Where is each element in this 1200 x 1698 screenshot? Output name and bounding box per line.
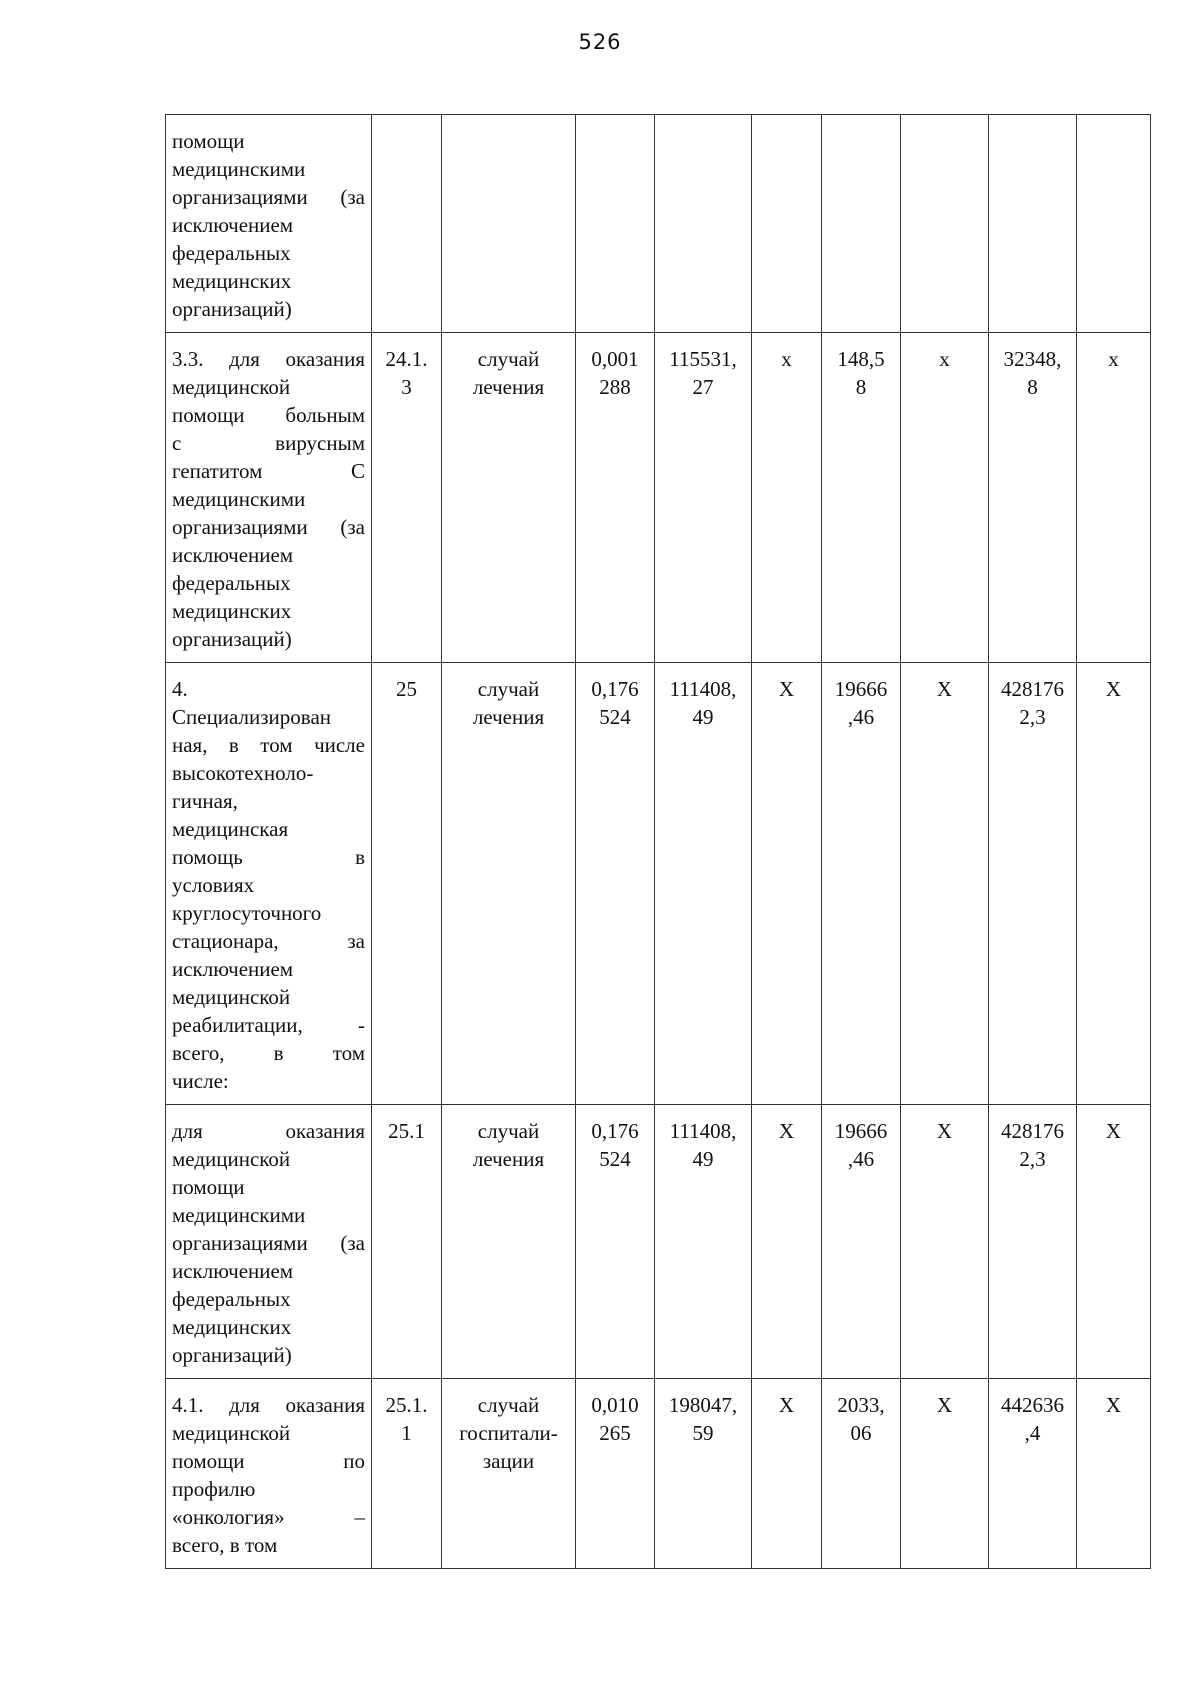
cell-text-line: 265: [599, 1421, 631, 1445]
cell-text-line: медицинскими: [172, 157, 306, 181]
cell-text-line: организациями (за: [172, 515, 365, 539]
cell-text-line: X: [1105, 677, 1122, 701]
row-col6-cell: [752, 1379, 822, 1569]
cell-text-line: организаций): [172, 297, 292, 321]
row-norm-cell: [576, 333, 655, 663]
cell-text-line: медицинской: [172, 985, 291, 1009]
cell-text-line: высокотехноло-: [172, 761, 314, 785]
cell-text-line: с вирусным: [172, 431, 365, 455]
cell-text-line: 19666: [834, 1119, 888, 1143]
cell-text-line: 8: [1027, 375, 1038, 399]
table-row: [166, 663, 1151, 1105]
row-cost-cell: [655, 115, 752, 333]
cell-text-line: 524: [599, 705, 631, 729]
cell-text-line: ная, в том числе: [172, 733, 365, 757]
cell-text-line: медицинскими: [172, 1203, 306, 1227]
cell-text-line: 27: [692, 375, 714, 399]
row-col8-cell: [901, 663, 989, 1105]
cell-text-line: 2033,: [837, 1393, 885, 1417]
row-unit-cell: [442, 333, 576, 663]
row-code-cell: [372, 333, 442, 663]
cell-text-line: гичная,: [172, 789, 238, 813]
cell-text-line: всего, в том: [172, 1041, 365, 1065]
cell-text-line: 111408,: [669, 677, 737, 701]
cell-text-line: организаций): [172, 1343, 292, 1367]
row-col8-cell: [901, 1105, 989, 1379]
cell-text-line: числе:: [172, 1069, 229, 1093]
cell-text-line: 0,010: [591, 1393, 639, 1417]
row-col9-cell: [989, 1379, 1077, 1569]
table-row: [166, 1105, 1151, 1379]
data-table: [165, 114, 1151, 1569]
cell-text-line: 4.: [172, 677, 188, 701]
cell-text-line: 8: [855, 375, 867, 399]
cell-text-line: 2,3: [1019, 1147, 1046, 1171]
table-row: [166, 1379, 1151, 1569]
page-number: 526: [578, 30, 622, 54]
row-name-cell: [166, 1105, 372, 1379]
row-cost-cell: [655, 1105, 752, 1379]
cell-text-line: медицинскими: [172, 487, 306, 511]
cell-text-line: 524: [599, 1147, 631, 1171]
row-col9-cell: [989, 333, 1077, 663]
row-col10-cell: [1077, 115, 1151, 333]
cell-text-line: 1: [401, 1421, 412, 1445]
row-norm-cell: [576, 115, 655, 333]
row-code-cell: [372, 663, 442, 1105]
cell-text-line: федеральных: [172, 571, 291, 595]
row-col7-cell: [822, 1105, 901, 1379]
row-col10-cell: [1077, 663, 1151, 1105]
cell-text-line: 3: [401, 375, 412, 399]
cell-text-line: х: [781, 347, 792, 371]
table-body: [166, 115, 1151, 1569]
row-unit-cell: [442, 663, 576, 1105]
cell-text-line: X: [1105, 1393, 1122, 1417]
cell-text-line: реабилитации, -: [172, 1013, 365, 1037]
row-col10-cell: [1077, 333, 1151, 663]
row-name-cell: [166, 115, 372, 333]
row-col9-cell: [989, 115, 1077, 333]
cell-text-line: х: [939, 347, 950, 371]
row-norm-cell: [576, 663, 655, 1105]
row-cost-cell: [655, 1379, 752, 1569]
cell-text-line: X: [936, 677, 953, 701]
cell-text-line: помощи: [172, 129, 245, 153]
cell-text-line: 0,001: [591, 347, 639, 371]
cell-text-line: медицинских: [172, 269, 292, 293]
row-col10-cell: [1077, 1105, 1151, 1379]
cell-text-line: медицинских: [172, 599, 292, 623]
cell-text-line: 111408,: [669, 1119, 737, 1143]
row-cost-cell: [655, 663, 752, 1105]
cell-text-line: лечения: [472, 375, 545, 399]
cell-text-line: 428176: [1001, 1119, 1064, 1143]
cell-text-line: зации: [482, 1449, 535, 1473]
cell-text-line: X: [1105, 1119, 1122, 1143]
cell-text-line: исключением: [172, 213, 294, 237]
table-row: [166, 115, 1151, 333]
cell-text-line: 3.3. для оказания: [172, 347, 365, 371]
cell-text-line: круглосуточного: [172, 901, 322, 925]
cell-text-line: 442636: [1001, 1393, 1064, 1417]
row-code-cell: [372, 115, 442, 333]
cell-text-line: помощи: [172, 1175, 245, 1199]
cell-text-line: X: [778, 677, 795, 701]
cell-text-line: медицинской: [172, 375, 291, 399]
row-norm-cell: [576, 1105, 655, 1379]
cell-text-line: 428176: [1001, 677, 1064, 701]
cell-text-line: федеральных: [172, 241, 291, 265]
row-unit-cell: [442, 1105, 576, 1379]
cell-text-line: помощи больным: [172, 403, 365, 427]
cell-text-line: лечения: [472, 705, 545, 729]
cell-text-line: ,4: [1024, 1421, 1041, 1445]
cell-text-line: организациями (за: [172, 185, 365, 209]
cell-text-line: 25.1: [388, 1119, 425, 1143]
cell-text-line: X: [778, 1393, 795, 1417]
cell-text-line: случай: [477, 677, 540, 701]
cell-text-line: исключением: [172, 543, 294, 567]
cell-text-line: медицинских: [172, 1315, 292, 1339]
row-code-cell: [372, 1379, 442, 1569]
cell-text-line: 0,176: [591, 1119, 639, 1143]
cell-text-line: 0,176: [591, 677, 639, 701]
row-code-cell: [372, 1105, 442, 1379]
cell-text-line: 115531,: [669, 347, 737, 371]
cell-text-line: случай: [477, 347, 540, 371]
cell-text-line: 25: [396, 677, 417, 701]
cell-text-line: 49: [692, 705, 714, 729]
cell-text-line: 198047,: [668, 1393, 738, 1417]
cell-text-line: Специализирован: [172, 705, 331, 729]
cell-text-line: 59: [692, 1421, 714, 1445]
row-norm-cell: [576, 1379, 655, 1569]
cell-text-line: для оказания: [172, 1119, 365, 1143]
cell-text-line: X: [778, 1119, 795, 1143]
row-name-cell: [166, 333, 372, 663]
cell-text-line: помощи по: [172, 1449, 365, 1473]
cell-text-line: 2,3: [1019, 705, 1046, 729]
row-name-cell: [166, 663, 372, 1105]
row-col6-cell: [752, 1105, 822, 1379]
row-cost-cell: [655, 333, 752, 663]
cell-text-line: 25.1.: [385, 1393, 428, 1417]
cell-text-line: х: [1108, 347, 1119, 371]
cell-text-line: 49: [692, 1147, 714, 1171]
row-col8-cell: [901, 1379, 989, 1569]
row-col8-cell: [901, 115, 989, 333]
row-col6-cell: [752, 115, 822, 333]
cell-text-line: исключением: [172, 957, 294, 981]
cell-text-line: профилю: [172, 1477, 256, 1501]
row-col9-cell: [989, 663, 1077, 1105]
row-col10-cell: [1077, 1379, 1151, 1569]
row-col7-cell: [822, 663, 901, 1105]
cell-text-line: медицинской: [172, 1147, 291, 1171]
cell-text-line: X: [936, 1119, 953, 1143]
cell-text-line: 148,5: [837, 347, 885, 371]
cell-text-line: ,46: [847, 1147, 875, 1171]
row-col9-cell: [989, 1105, 1077, 1379]
cell-text-line: медицинская: [172, 817, 289, 841]
cell-text-line: 4.1. для оказания: [172, 1393, 365, 1417]
cell-text-line: госпитали-: [459, 1421, 558, 1445]
cell-text-line: федеральных: [172, 1287, 291, 1311]
cell-text-line: 19666: [834, 677, 888, 701]
cell-text-line: организаций): [172, 627, 292, 651]
cell-text-line: случай: [477, 1393, 540, 1417]
cell-text-line: организациями (за: [172, 1231, 365, 1255]
cell-text-line: 32348,: [1003, 347, 1062, 371]
cell-text-line: исключением: [172, 1259, 294, 1283]
row-col6-cell: [752, 333, 822, 663]
cell-text-line: стационара, за: [172, 929, 365, 953]
table-row: [166, 333, 1151, 663]
row-unit-cell: [442, 1379, 576, 1569]
cell-text-line: медицинской: [172, 1421, 291, 1445]
cell-text-line: случай: [477, 1119, 540, 1143]
cell-text-line: «онкология» –: [172, 1505, 365, 1529]
row-col6-cell: [752, 663, 822, 1105]
cell-text-line: помощь в: [172, 845, 365, 869]
cell-text-line: условиях: [172, 873, 255, 897]
cell-text-line: всего, в том: [172, 1533, 278, 1557]
row-name-cell: [166, 1379, 372, 1569]
cell-text-line: гепатитом С: [172, 459, 365, 483]
row-col8-cell: [901, 333, 989, 663]
cell-text-line: 24.1.: [385, 347, 428, 371]
cell-text-line: ,46: [847, 705, 875, 729]
row-col7-cell: [822, 115, 901, 333]
cell-text-line: лечения: [472, 1147, 545, 1171]
row-col7-cell: [822, 333, 901, 663]
cell-text-line: 288: [599, 375, 631, 399]
cell-text-line: X: [936, 1393, 953, 1417]
row-unit-cell: [442, 115, 576, 333]
row-col7-cell: [822, 1379, 901, 1569]
cell-text-line: 06: [850, 1421, 872, 1445]
